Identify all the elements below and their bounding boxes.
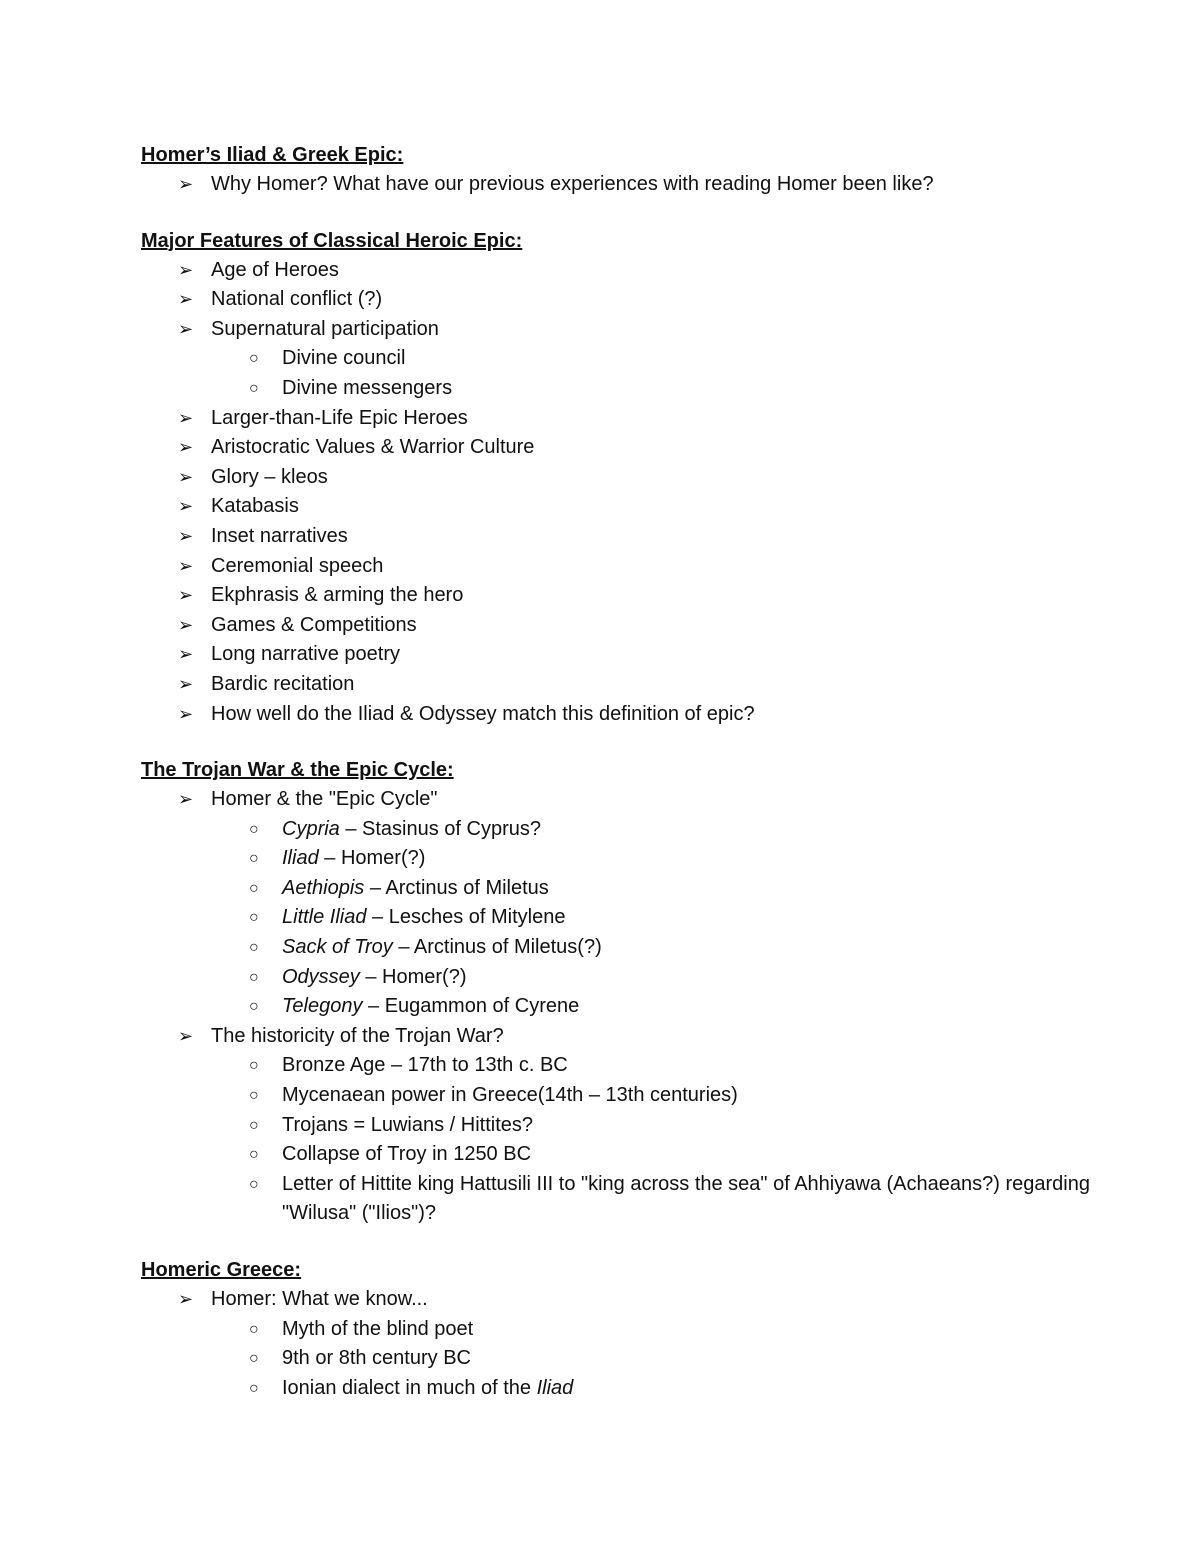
bullet-list — [141, 1285, 1101, 1403]
circle-bullet-icon: ○ — [249, 879, 259, 897]
sub-list-item: ○ Myth of the blind poet — [141, 1315, 1101, 1345]
sub-list-item: ○ Odyssey – Homer(?) — [141, 963, 1101, 993]
arrow-bullet-icon: ➢ — [178, 525, 194, 546]
arrow-bullet-icon: ➢ — [178, 466, 194, 487]
arrow-bullet-icon: ➢ — [178, 614, 194, 635]
arrow-bullet-icon: ➢ — [178, 407, 194, 428]
sub-list-item: ○ Divine messengers — [141, 374, 1101, 404]
circle-bullet-icon: ○ — [249, 1379, 259, 1397]
list-item: ➢ Ceremonial speech — [141, 552, 1101, 582]
section-homers-iliad — [141, 140, 1101, 200]
arrow-bullet-icon: ➢ — [178, 703, 194, 724]
list-item: ➢ Glory – kleos — [141, 463, 1101, 493]
circle-bullet-icon: ○ — [249, 820, 259, 838]
arrow-bullet-icon: ➢ — [178, 289, 194, 310]
arrow-bullet-icon: ➢ — [178, 789, 194, 810]
sub-list-item: ○ Ionian dialect in much of the Iliad — [141, 1374, 1101, 1404]
work-title: Odyssey — [282, 965, 360, 988]
list-item: ➢ Why Homer? What have our previous experiences with reading Homer been like? — [141, 170, 1101, 200]
list-item: ➢ Larger-than-Life Epic Heroes — [141, 404, 1101, 434]
circle-bullet-icon: ○ — [249, 939, 259, 957]
list-item: ➢ Katabasis — [141, 492, 1101, 522]
sub-list-item: ○ Divine council — [141, 344, 1101, 374]
section-heading: Major Features of Classical Heroic Epic: — [141, 229, 523, 252]
circle-bullet-icon: ○ — [249, 1175, 259, 1193]
arrow-bullet-icon: ➢ — [178, 437, 194, 458]
list-item: ➢ Age of Heroes — [141, 256, 1101, 286]
list-item: ➢ How well do the Iliad & Odyssey match this definition of epic? — [141, 700, 1101, 730]
sub-list-item: ○ Cypria – Stasinus of Cyprus? — [141, 815, 1101, 845]
circle-bullet-icon: ○ — [249, 909, 259, 927]
list-item: ➢ Bardic recitation — [141, 670, 1101, 700]
arrow-bullet-icon: ➢ — [178, 1025, 194, 1046]
circle-bullet-icon: ○ — [249, 998, 259, 1016]
list-item: ➢ Games & Competitions — [141, 611, 1101, 641]
section-heading: Homeric Greece: — [141, 1259, 302, 1281]
circle-bullet-icon: ○ — [249, 350, 259, 368]
circle-bullet-icon: ○ — [249, 850, 259, 868]
section-trojan-war — [141, 755, 1101, 1229]
arrow-bullet-icon: ➢ — [178, 644, 194, 665]
circle-bullet-icon: ○ — [249, 1057, 259, 1075]
circle-bullet-icon: ○ — [249, 1320, 259, 1338]
list-item: ➢ Homer: What we know... — [141, 1285, 1101, 1315]
bullet-list — [141, 170, 1101, 200]
work-title: Telegony — [282, 995, 363, 1018]
circle-bullet-icon: ○ — [249, 379, 259, 397]
sub-list-item: ○ Trojans = Luwians / Hittites? — [141, 1111, 1101, 1141]
circle-bullet-icon: ○ — [249, 1350, 259, 1368]
sub-list-item: ○ Telegony – Eugammon of Cyrene — [141, 992, 1101, 1022]
arrow-bullet-icon: ➢ — [178, 174, 194, 194]
notes-content — [141, 140, 1101, 1429]
arrow-bullet-icon: ➢ — [178, 496, 194, 517]
section-major-features — [141, 226, 1101, 730]
sub-list-item: ○ Mycenaean power in Greece(14th – 13th centuries) — [141, 1081, 1101, 1111]
circle-bullet-icon: ○ — [249, 1146, 259, 1164]
work-title: Aethiopis — [282, 876, 365, 899]
circle-bullet-icon: ○ — [249, 1087, 259, 1105]
circle-bullet-icon: ○ — [249, 1116, 259, 1134]
list-item: ➢ Ekphrasis & arming the hero — [141, 581, 1101, 611]
arrow-bullet-icon: ➢ — [178, 1289, 194, 1309]
list-item: ➢ Long narrative poetry — [141, 640, 1101, 670]
list-item: ➢ Homer & the "Epic Cycle" — [141, 785, 1101, 815]
sub-list-item: ○ Aethiopis – Arctinus of Miletus — [141, 874, 1101, 904]
work-title: Cypria — [282, 817, 340, 840]
work-title: Iliad — [282, 847, 319, 870]
bullet-list — [141, 785, 1101, 1229]
sub-list-item: ○ Collapse of Troy in 1250 BC — [141, 1140, 1101, 1170]
arrow-bullet-icon: ➢ — [178, 555, 194, 576]
work-title: Iliad — [536, 1376, 574, 1399]
sub-list-item: ○ Bronze Age – 17th to 13th c. BC — [141, 1051, 1101, 1081]
sub-list-item: ○ 9th or 8th century BC — [141, 1344, 1101, 1374]
list-item: ➢ Supernatural participation — [141, 315, 1101, 345]
list-item: ➢ Aristocratic Values & Warrior Culture — [141, 433, 1101, 463]
work-title: Little Iliad — [282, 906, 367, 929]
sub-list-item: ○ Sack of Troy – Arctinus of Miletus(?) — [141, 933, 1101, 963]
sub-list-item: ○ Little Iliad – Lesches of Mitylene — [141, 903, 1101, 933]
arrow-bullet-icon: ➢ — [178, 673, 194, 694]
sub-list-item: ○ Iliad – Homer(?) — [141, 844, 1101, 874]
work-title: Sack of Troy — [282, 936, 393, 959]
circle-bullet-icon: ○ — [249, 968, 259, 986]
list-item: ➢ The historicity of the Trojan War? — [141, 1022, 1101, 1052]
bullet-list — [141, 256, 1101, 730]
arrow-bullet-icon: ➢ — [178, 585, 194, 606]
list-item: ➢ Inset narratives — [141, 522, 1101, 552]
arrow-bullet-icon: ➢ — [178, 259, 194, 280]
section-homeric-greece — [141, 1255, 1101, 1403]
sub-list-item: ○ Letter of Hittite king Hattusili III to "king across the sea" of Ahhiyawa (Achaeans?) regarding "Wilusa" ("Ilios")? — [141, 1170, 1101, 1229]
section-heading: The Trojan War & the Epic Cycle: — [141, 759, 454, 782]
section-heading: Homer’s Iliad & Greek Epic: — [141, 144, 404, 166]
list-item: ➢ National conflict (?) — [141, 285, 1101, 315]
arrow-bullet-icon: ➢ — [178, 318, 194, 339]
